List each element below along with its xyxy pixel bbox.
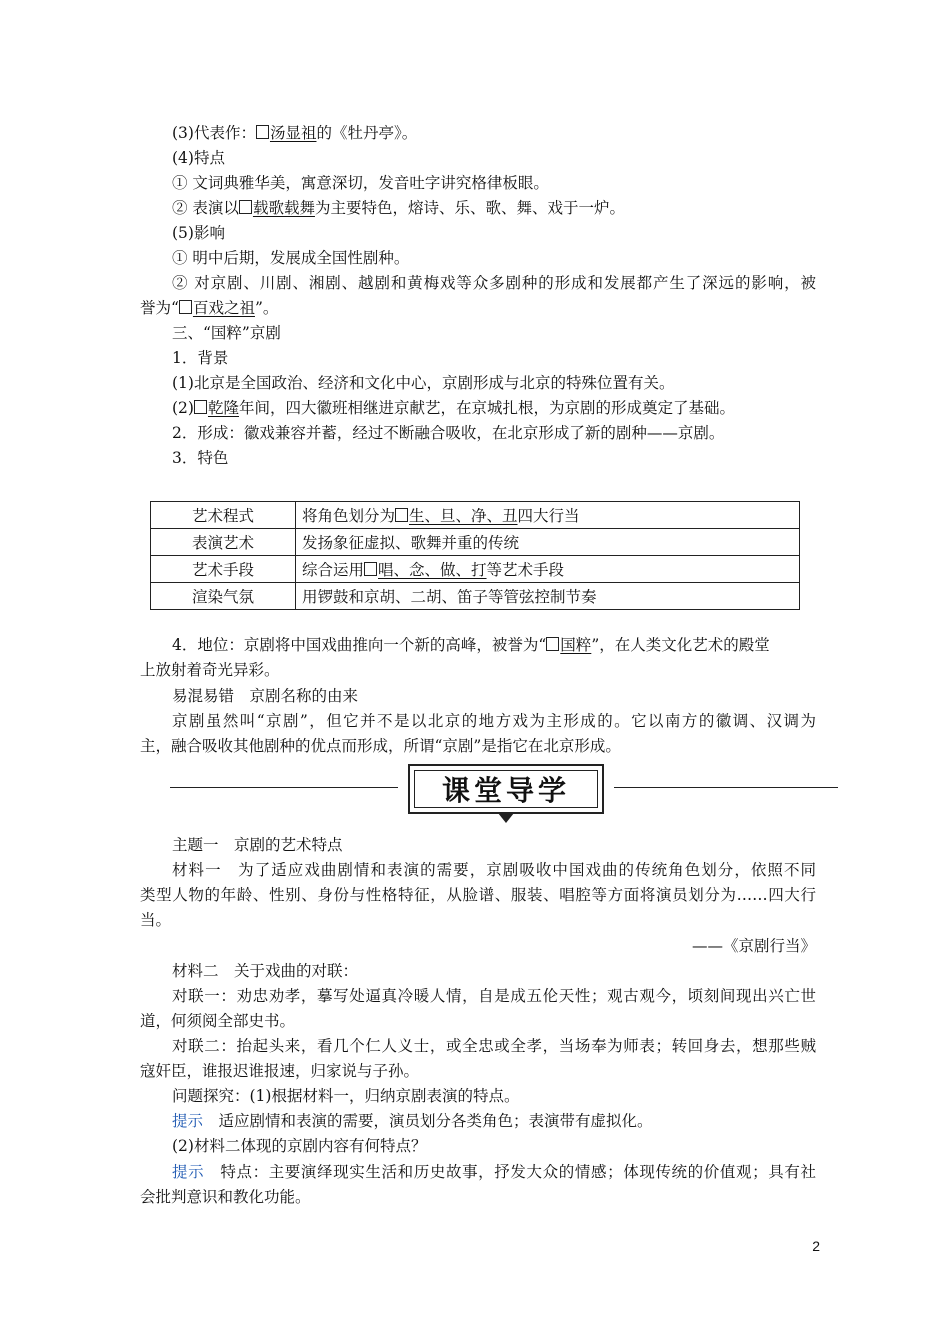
answer-box-icon (239, 200, 252, 214)
influence-heading: (5)影响 (172, 224, 225, 242)
table-value: 用锣鼓和京胡、二胡、笛子等管弦控制节奏 (296, 583, 800, 610)
table-key: 艺术程式 (151, 502, 296, 529)
table-key: 渲染气氛 (151, 583, 296, 610)
section-banner (408, 764, 604, 814)
influence-1: ① 明中后期，发展成全国性剧种。 (172, 249, 410, 267)
underlined-answer: 百戏之祖 (179, 299, 255, 317)
formation-line: 2．形成：徽戏兼容并蓄，经过不断融合吸收，在北京形成了新的剧种——京剧。 (172, 424, 725, 442)
underlined-answer: 乾隆 (194, 399, 239, 417)
influence-2-cont: 誉为“ 百戏之祖”。 (140, 299, 279, 317)
underlined-answer: 汤显祖 (256, 124, 317, 142)
answer-box-icon (395, 508, 408, 522)
banner-pointer-icon (498, 813, 514, 823)
couplet-2-cont: 寇奸臣，谁报迟谁报速，归家说与子孙。 (140, 1062, 420, 1080)
note-body: 京剧虽然叫“京剧”，但它并不是以北京的地方戏为主形成的。它以南方的徽调、汉调为 (172, 712, 816, 730)
material-1-cont: 类型人物的年龄、性别、身份与性格特征，从脸谱、服装、唱腔等方面将演员划分为……四大行 (140, 886, 816, 904)
table-value: 综合运用 唱、念、做、打等艺术手段 (296, 556, 800, 583)
answer-box-icon (256, 125, 269, 139)
page-number: 2 (812, 1238, 820, 1254)
underlined-answer: 载歌载舞 (239, 199, 315, 217)
table-row (151, 583, 800, 610)
banner-title: 课堂导学 (414, 770, 598, 808)
section-heading-peking-opera: 三、“国粹”京剧 (172, 324, 281, 342)
background-heading: 1．背景 (172, 349, 229, 367)
hint-1: 提示 适应剧情和表演的需要，演员划分各类角色；表演带有虚拟化。 (172, 1112, 653, 1130)
hint-label: 提示 (172, 1112, 204, 1130)
couplet-2: 对联二：抬起头来，看几个仁人义士，或全忠或全孝，当场奉为师表；转回身去，想那些贼 (172, 1037, 816, 1055)
underlined-answer: 生、旦、净、丑 (395, 507, 518, 525)
underlined-answer: 唱、念、做、打 (364, 561, 487, 579)
status-line: 4．地位：京剧将中国戏曲推向一个新的高峰，被誉为“ 国粹”，在人类文化艺术的殿堂 (172, 636, 770, 654)
hint-2-cont: 会批判意识和教化功能。 (140, 1188, 311, 1206)
note-body-cont: 主，融合吸收其他剧种的优点而形成，所谓“京剧”是指它在北京形成。 (140, 737, 621, 755)
note-heading: 易混易错 京剧名称的由来 (172, 687, 359, 705)
answer-box-icon (364, 562, 377, 576)
couplet-1: 对联一：劝忠劝孝，摹写处逼真冷暖人情，自是成五伦天性；观古观今，顷刻间现出兴亡世 (172, 987, 816, 1005)
background-1: (1)北京是全国政治、经济和文化中心，京剧形成与北京的特殊位置有关。 (172, 374, 675, 392)
hint-2: 提示 特点：主要演绎现实生活和历史故事，抒发大众的情感；体现传统的价值观；具有社 (172, 1163, 816, 1181)
table-key: 表演艺术 (151, 529, 296, 556)
feature-2: ② 表演以 载歌载舞为主要特色，熔诗、乐、歌、舞、戏于一炉。 (172, 199, 625, 217)
table-key: 艺术手段 (151, 556, 296, 583)
question-1: 问题探究：(1)根据材料一，归纳京剧表演的特点。 (172, 1087, 520, 1105)
features-heading: (4)特点 (172, 149, 225, 167)
influence-2: ② 对京剧、川剧、湘剧、越剧和黄梅戏等众多剧种的形成和发展都产生了深远的影响，被 (172, 274, 816, 292)
topic-heading: 主题一 京剧的艺术特点 (172, 836, 343, 854)
question-2: (2)材料二体现的京剧内容有何特点？ (172, 1137, 427, 1155)
material-1-source: ——《京剧行当》 (691, 937, 816, 955)
table-value: 将角色划分为 生、旦、净、丑四大行当 (296, 502, 800, 529)
characteristics-table (150, 501, 800, 610)
banner-rule-right (614, 787, 838, 788)
table-value: 发扬象征虚拟、歌舞并重的传统 (296, 529, 800, 556)
answer-box-icon (546, 637, 559, 651)
underlined-answer: 国粹 (546, 636, 591, 654)
banner-rule-left (170, 787, 398, 788)
answer-box-icon (179, 300, 192, 314)
material-1: 材料一 为了适应戏曲剧情和表演的需要，京剧吸收中国戏曲的传统角色划分，依照不同 (172, 861, 816, 879)
text: (3)代表作： (172, 124, 256, 142)
table-row (151, 529, 800, 556)
feature-1: ① 文词典雅华美，寓意深切，发音吐字讲究格律板眼。 (172, 174, 549, 192)
status-line-cont: 上放射着奇光异彩。 (140, 661, 280, 679)
answer-box-icon (194, 400, 207, 414)
representative-work-line (172, 121, 816, 145)
hint-label: 提示 (172, 1163, 205, 1181)
text: 的《牡丹亭》。 (316, 124, 418, 142)
table-row (151, 556, 800, 583)
background-2: (2) 乾隆年间，四大徽班相继进京献艺，在京城扎根，为京剧的形成奠定了基础。 (172, 399, 735, 417)
characteristics-heading: 3．特色 (172, 449, 229, 467)
material-2: 材料二 关于戏曲的对联： (172, 962, 359, 980)
couplet-1-cont: 道，何须阅全部史书。 (140, 1012, 296, 1030)
table-row (151, 502, 800, 529)
material-1-end: 当。 (140, 911, 172, 929)
